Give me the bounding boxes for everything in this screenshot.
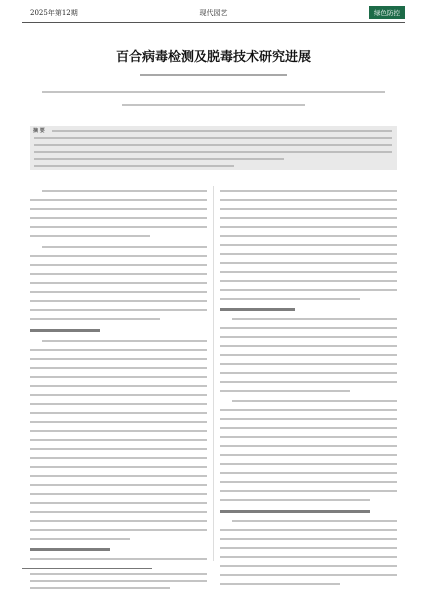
page-header xyxy=(0,0,427,24)
footnote-rule xyxy=(22,568,152,569)
article-title: 百合病毒检测及脱毒技术研究进展 xyxy=(115,50,311,65)
section-badge: 绿色防控 xyxy=(369,6,405,19)
column-divider xyxy=(213,186,214,561)
issue-label: 2025年第12期 xyxy=(30,9,78,17)
abstract-label: 摘 要 xyxy=(33,128,45,134)
abstract-block xyxy=(30,126,397,170)
journal-name: 现代园艺 xyxy=(199,9,228,17)
header-rule xyxy=(22,22,405,23)
